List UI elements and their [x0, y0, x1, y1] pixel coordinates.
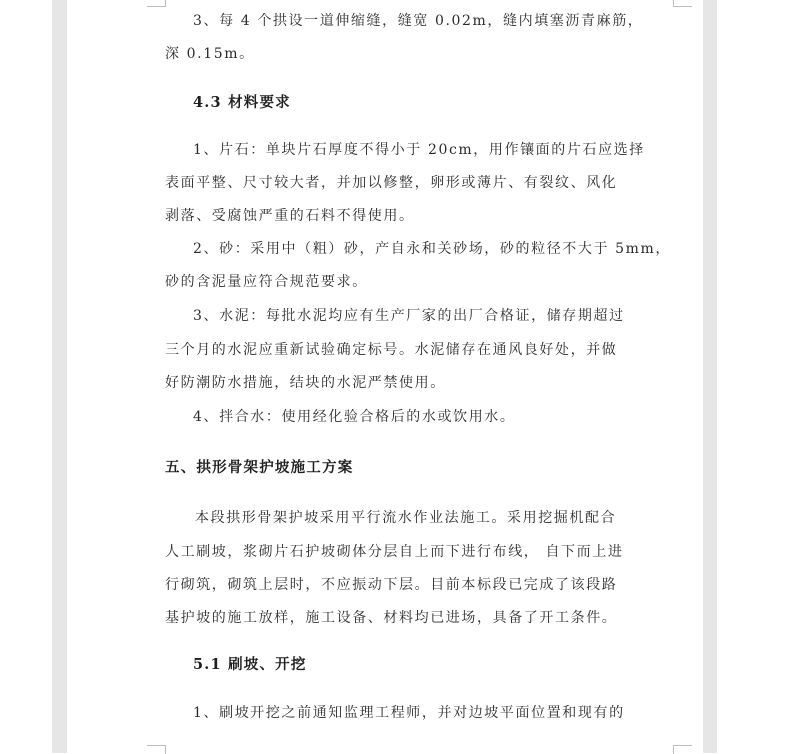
left-gutter — [52, 0, 67, 753]
margin-corner-top-right — [673, 0, 692, 7]
document-page — [67, 0, 703, 753]
paragraph-line: 3、每 4 个拱设一道伸缩缝，缝宽 0.02m，缝内填塞沥青麻筋， — [193, 13, 644, 29]
margin-corner-top-left — [147, 0, 166, 7]
paragraph-line: 1、片石：单块片石厚度不得小于 20cm，用作镶面的片石应选择 — [193, 142, 645, 158]
section-heading-5: 五、拱形骨架护坡施工方案 — [165, 459, 354, 476]
paragraph-line: 行砌筑，砌筑上层时，不应振动下层。目前本标段已完成了该段路 — [165, 577, 618, 593]
section-heading-4-3: 4.3 材料要求 — [193, 94, 291, 111]
paragraph-line: 人工刷坡，浆砌片石护坡砌体分层自上而下进行布线， 自下而上进 — [165, 544, 624, 560]
paragraph-line: 2、砂：采用中（粗）砂，产自永和关砂场，砂的粒径不大于 5mm， — [193, 241, 672, 257]
paragraph-line: 表面平整、尺寸较大者，并加以修整，卵形或薄片、有裂纹、风化 — [165, 175, 618, 191]
paragraph-line: 本段拱形骨架护坡采用平行流水作业法施工。采用挖掘机配合 — [195, 510, 617, 526]
paragraph-line: 三个月的水泥应重新试验确定标号。水泥储存在通风良好处，并做 — [165, 342, 618, 358]
paragraph-line: 基护坡的施工放样，施工设备、材料均已进场，具备了开工条件。 — [165, 610, 618, 626]
paragraph-line: 砂的含泥量应符合规范要求。 — [165, 274, 368, 290]
paragraph-line: 深 0.15m。 — [165, 46, 255, 62]
paragraph-line: 好防潮防水措施，结块的水泥严禁使用。 — [165, 375, 446, 391]
paragraph-line: 3、水泥：每批水泥均应有生产厂家的出厂合格证，储存期超过 — [193, 308, 625, 324]
right-gutter — [703, 0, 717, 753]
paragraph-line: 剥落、受腐蚀严重的石料不得使用。 — [165, 208, 415, 224]
paragraph-line: 4、拌合水：使用经化验合格后的水或饮用水。 — [193, 409, 516, 425]
section-heading-5-1: 5.1 刷坡、开挖 — [193, 656, 307, 673]
paragraph-line: 1、刷坡开挖之前通知监理工程师，并对边坡平面位置和现有的 — [193, 705, 625, 721]
